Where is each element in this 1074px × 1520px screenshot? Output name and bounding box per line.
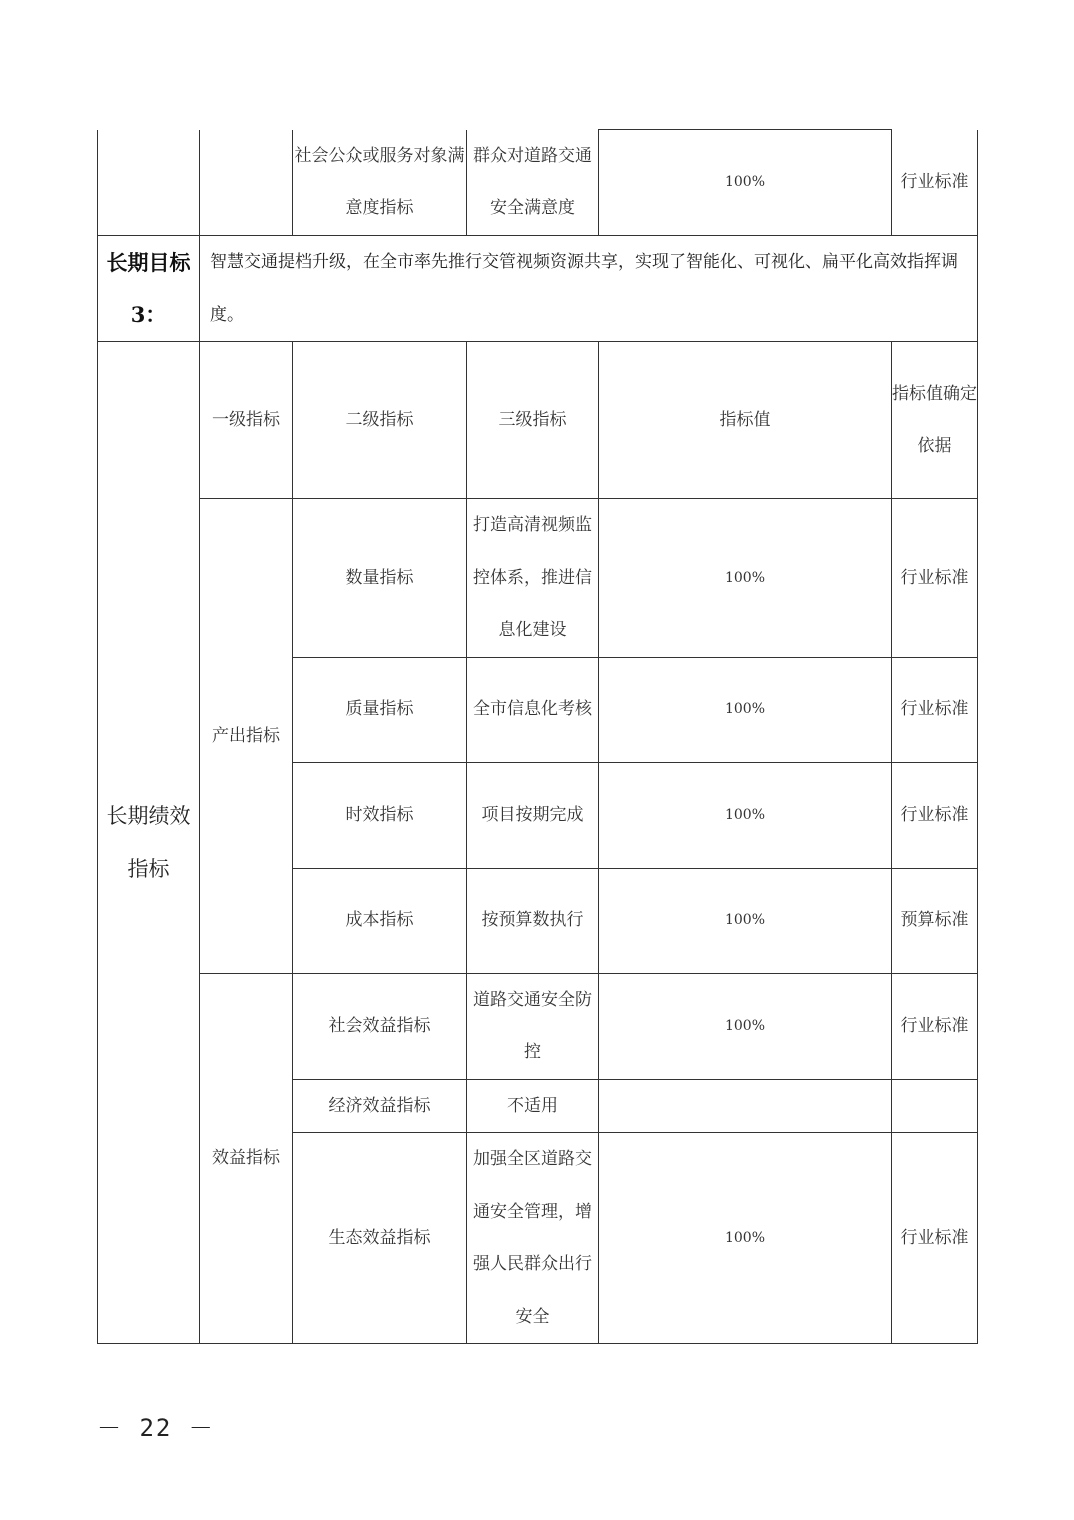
level2-cell: 数量指标: [293, 499, 467, 658]
header-basis: 指标值确定依据: [892, 342, 978, 499]
value-cell: 100%: [599, 762, 892, 868]
level2-cell: 成本指标: [293, 868, 467, 973]
goal-row: [98, 236, 978, 342]
header-level2: 二级指标: [293, 342, 467, 499]
basis-cell: 行业标准: [892, 130, 978, 236]
performance-table: [97, 129, 978, 1344]
level2-cell: 质量指标: [293, 657, 467, 762]
table-row: [98, 499, 978, 658]
table-row: [98, 973, 978, 1079]
level3-cell: 道路交通安全防控: [467, 973, 599, 1079]
value-cell: 100%: [599, 868, 892, 973]
basis-cell: 行业标准: [892, 973, 978, 1079]
value-cell: 100%: [599, 130, 892, 236]
header-level3: 三级指标: [467, 342, 599, 499]
level3-cell: 加强全区道路交通安全管理，增强人民群众出行安全: [467, 1133, 599, 1344]
level2-cell: 生态效益指标: [293, 1133, 467, 1344]
header-value: 指标值: [599, 342, 892, 499]
basis-cell: 行业标准: [892, 657, 978, 762]
value-cell: [599, 1079, 892, 1133]
level2-cell: 社会公众或服务对象满意度指标: [293, 130, 467, 236]
level3-cell: 全市信息化考核: [467, 657, 599, 762]
group-benefit: 效益指标: [200, 973, 293, 1344]
basis-cell: 行业标准: [892, 1133, 978, 1344]
value-cell: 100%: [599, 1133, 892, 1344]
basis-cell: [892, 1079, 978, 1133]
value-cell: 100%: [599, 973, 892, 1079]
header-level1: 一级指标: [200, 342, 293, 499]
level3-cell: 项目按期完成: [467, 762, 599, 868]
level2-cell: 经济效益指标: [293, 1079, 467, 1133]
page-number: － 22 －: [97, 1414, 215, 1442]
basis-cell: 行业标准: [892, 762, 978, 868]
goal-text: 智慧交通提档升级，在全市率先推行交管视频资源共享，实现了智能化、可视化、扁平化高效指挥调度。: [200, 236, 978, 342]
basis-cell: 预算标准: [892, 868, 978, 973]
level3-cell: 按预算数执行: [467, 868, 599, 973]
value-cell: 100%: [599, 657, 892, 762]
level2-cell: 时效指标: [293, 762, 467, 868]
header-row: [98, 342, 978, 499]
value-cell: 100%: [599, 499, 892, 658]
section-label: 长期绩效指标: [98, 342, 200, 1344]
empty-cell: [98, 130, 200, 236]
level3-cell: 群众对道路交通安全满意度: [467, 130, 599, 236]
group-output: 产出指标: [200, 499, 293, 974]
goal-label: 长期目标3：: [98, 236, 200, 342]
empty-cell: [200, 130, 293, 236]
level3-cell: 不适用: [467, 1079, 599, 1133]
basis-cell: 行业标准: [892, 499, 978, 658]
level3-cell: 打造高清视频监控体系，推进信息化建设: [467, 499, 599, 658]
level2-cell: 社会效益指标: [293, 973, 467, 1079]
table-row: [98, 130, 978, 236]
